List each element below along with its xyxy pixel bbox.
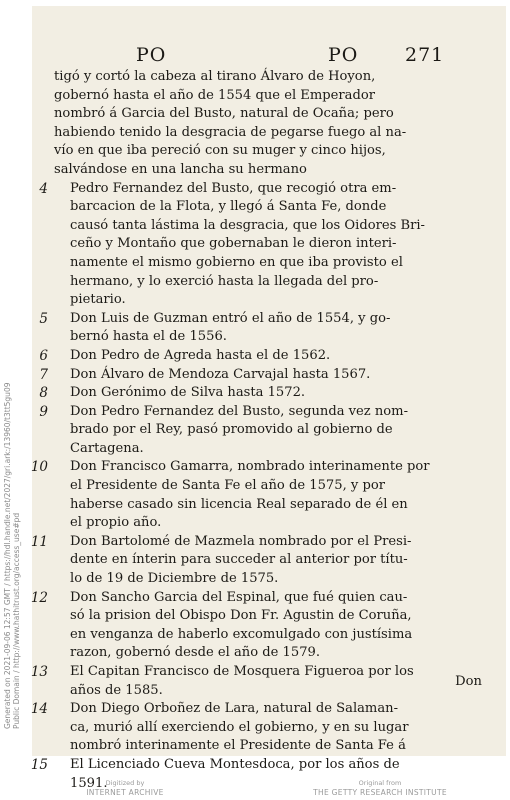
text-line: namente el mismo gobierno en que iba provisto el: [70, 254, 403, 270]
list-item: [39, 366, 502, 385]
text-line: Don Gerónimo de Silva hasta 1572.: [70, 385, 306, 401]
digitized-by-credit: [80, 779, 170, 797]
text-line: lo de 19 de Diciembre de 1575.: [70, 571, 279, 587]
text-line: nombró interinamente el Presidente de Santa Fe á: [70, 738, 406, 754]
original-from-credit: [300, 779, 460, 797]
text-line: pietario.: [70, 292, 126, 308]
list-item: [30, 458, 502, 532]
list-item: [30, 663, 502, 700]
text-line: Don Pedro Fernandez del Busto, segunda vez nom-: [70, 403, 409, 419]
text-line: só la prision del Obispo Don Fr. Agustin de Coruña,: [70, 608, 412, 624]
hathitrust-side-note: [3, 382, 21, 729]
running-header-center: PO: [328, 44, 359, 66]
list-item: [30, 533, 502, 589]
entry-number: 7: [39, 366, 48, 383]
credit-label: Original from: [358, 779, 402, 787]
list-item: [39, 403, 502, 459]
text-line: Cartagena.: [70, 440, 144, 456]
list-item: [54, 68, 502, 180]
text-line: salvándose en una lancha su hermano: [54, 161, 307, 177]
list-item: [30, 700, 502, 756]
text-line: en venganza de haberlo excomulgado con justísima: [70, 626, 413, 642]
text-line: ceño y Montaño que gobernaban le dieron interi-: [70, 236, 397, 252]
text-line: Don Sancho Garcia del Espinal, que fué quien cau-: [70, 589, 408, 605]
text-line: 1591.: [70, 775, 108, 791]
text-line: barcacion de la Flota, y llegó á Santa Fe, donde: [70, 199, 387, 215]
catchword: Don: [455, 674, 482, 689]
credit-org: THE GETTY RESEARCH INSTITUTE: [313, 788, 447, 797]
entry-number: 9: [39, 403, 48, 420]
text-line: Don Pedro de Agreda hasta el de 1562.: [70, 347, 331, 363]
list-item: [39, 347, 502, 366]
entry-number: 11: [30, 533, 48, 550]
entry-number: 14: [30, 701, 48, 718]
entry-number: 12: [30, 589, 48, 606]
text-line: el Presidente de Santa Fe el año de 1575, y por: [70, 478, 385, 494]
list-item: [39, 384, 502, 403]
credit-org: INTERNET ARCHIVE: [86, 788, 164, 797]
entry-number: 5: [39, 310, 48, 327]
side-note-line: Generated on 2021-09-06 12:57 GMT / https://hdl.handle.net/2027/gri.ark:/13960/t3tt5gu09: [3, 382, 12, 729]
text-line: Pedro Fernandez del Busto, que recogió otra em-: [70, 180, 397, 196]
text-line: vío en que iba pereció con su muger y cinco hijos,: [54, 143, 386, 159]
list-item: [39, 310, 502, 347]
text-line: años de 1585.: [70, 682, 163, 698]
text-line: El Capitan Francisco de Mosquera Figueroa por los: [70, 664, 414, 679]
text-line: Don Luis de Guzman entró el año de 1554, y go-: [70, 310, 391, 326]
text-line: gobernó hasta el año de 1554 que el Emperador: [54, 87, 376, 103]
text-line: Don Francisco Gamarra, nombrado interinamente por: [70, 459, 430, 475]
running-header-left: PO: [136, 44, 167, 66]
entry-number: 8: [39, 385, 48, 402]
text-line: dente en ínterin para succeder al anterior por títu-: [70, 552, 408, 568]
entry-number: 4: [39, 180, 48, 197]
entry-number: 10: [30, 459, 48, 476]
text-line: causó tanta lástima la desgracia, que los Oidores Bri-: [70, 217, 425, 233]
text-line: habiendo tenido la desgracia de pegarse fuego al na-: [54, 124, 407, 140]
text-line: Don Diego Orboñez de Lara, natural de Salaman-: [70, 701, 399, 717]
text-line: ca, murió allí exerciendo el gobierno, y en su lugar: [70, 719, 409, 735]
list-item: [39, 180, 502, 310]
text-line: el propio año.: [70, 515, 162, 531]
text-line: hermano, y lo exerció hasta la llegada del pro-: [70, 273, 379, 289]
governor-list: [30, 68, 502, 793]
entry-number: 6: [39, 347, 48, 364]
page-number: 271: [405, 44, 445, 66]
text-line: tigó y cortó la cabeza al tirano Álvaro de Hoyon,: [54, 69, 376, 84]
list-item: [30, 589, 502, 663]
entry-number: 15: [30, 756, 48, 773]
text-line: Don Bartolomé de Mazmela nombrado por el Presi-: [70, 533, 412, 549]
text-line: brado por el Rey, pasó promovido al gobierno de: [70, 422, 393, 438]
entry-number: 13: [30, 664, 48, 680]
text-line: El Licenciado Cueva Montesdoca, por los años de: [70, 756, 400, 772]
text-line: razon, gobernó desde el año de 1579.: [70, 645, 321, 661]
text-line: bernó hasta el de 1556.: [70, 329, 227, 345]
text-line: Don Álvaro de Mendoza Carvajal hasta 1567.: [70, 366, 371, 382]
credit-label: Digitized by: [105, 779, 145, 787]
text-line: nombró á Garcia del Busto, natural de Ocaña; pero: [54, 106, 394, 122]
text-line: haberse casado sin licencia Real separado de él en: [70, 496, 408, 512]
side-note-line: Public Domain / http://www.hathitrust.org/access_use#pd: [12, 512, 21, 729]
